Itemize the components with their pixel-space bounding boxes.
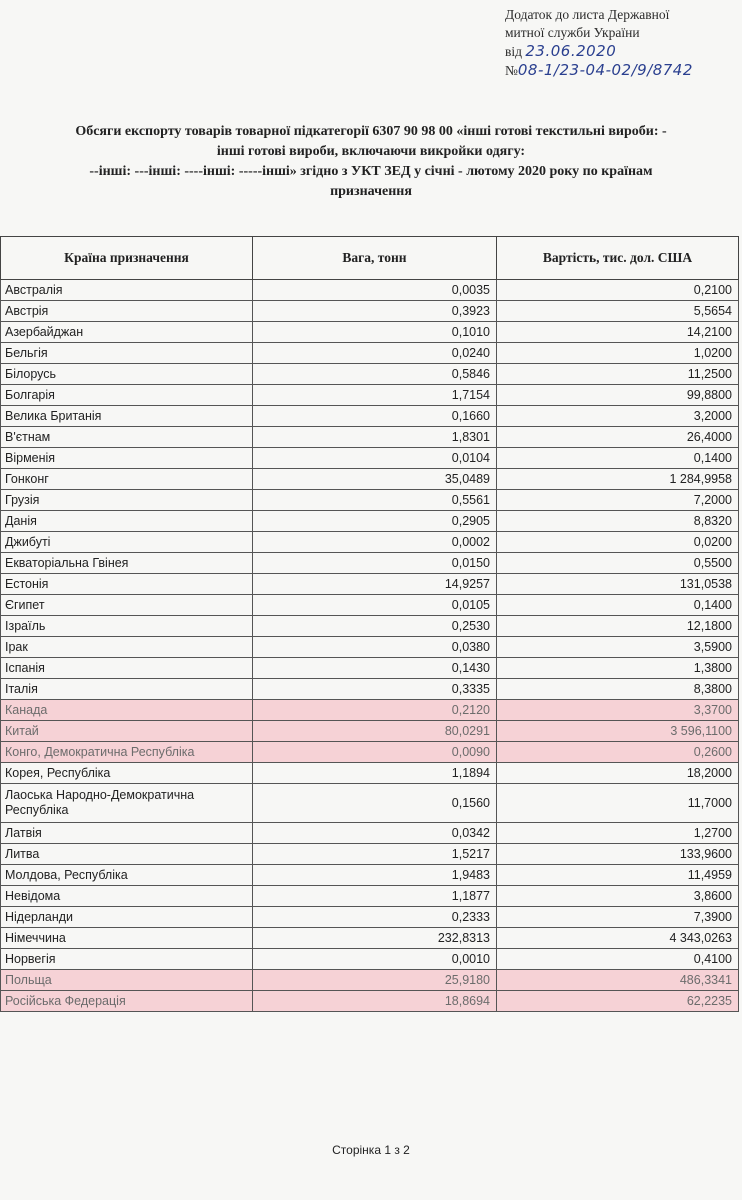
header-weight: Вага, тонн [253, 237, 497, 280]
table-header-row [1, 237, 739, 280]
table-row [1, 490, 739, 511]
stamp-date-prefix: від [505, 44, 522, 59]
table-row [1, 823, 739, 844]
table-row [1, 658, 739, 679]
weight-cell: 35,0489 [253, 469, 497, 490]
table-row [1, 886, 739, 907]
value-cell: 11,4959 [497, 865, 739, 886]
value-cell: 7,2000 [497, 490, 739, 511]
weight-cell: 0,3335 [253, 679, 497, 700]
page-number: Сторінка 1 з 2 [332, 1143, 410, 1157]
value-cell: 3 596,1100 [497, 721, 739, 742]
table-row [1, 907, 739, 928]
value-cell: 5,5654 [497, 301, 739, 322]
country-cell: Грузія [1, 490, 253, 511]
weight-cell: 1,9483 [253, 865, 497, 886]
weight-cell: 0,1010 [253, 322, 497, 343]
table-row [1, 700, 739, 721]
value-cell: 0,2100 [497, 280, 739, 301]
table-row [1, 343, 739, 364]
value-cell: 8,3800 [497, 679, 739, 700]
table-row [1, 991, 739, 1012]
value-cell: 26,4000 [497, 427, 739, 448]
table-row [1, 448, 739, 469]
value-cell: 3,3700 [497, 700, 739, 721]
weight-cell: 0,1430 [253, 658, 497, 679]
stamp-line-1: Додаток до листа Державної [505, 7, 670, 22]
value-cell: 0,1400 [497, 595, 739, 616]
table-row [1, 553, 739, 574]
weight-cell: 0,1560 [253, 784, 497, 823]
country-cell: Білорусь [1, 364, 253, 385]
table-row [1, 865, 739, 886]
value-cell: 1 284,9958 [497, 469, 739, 490]
table-row [1, 679, 739, 700]
country-cell: Вірменія [1, 448, 253, 469]
weight-cell: 0,0150 [253, 553, 497, 574]
weight-cell: 0,0010 [253, 949, 497, 970]
country-cell: Латвія [1, 823, 253, 844]
table-row [1, 595, 739, 616]
country-cell: Екваторіальна Гвінея [1, 553, 253, 574]
country-cell: Данія [1, 511, 253, 532]
country-cell: Австрія [1, 301, 253, 322]
value-cell: 62,2235 [497, 991, 739, 1012]
country-cell: В'єтнам [1, 427, 253, 448]
country-cell: Польща [1, 970, 253, 991]
weight-cell: 1,7154 [253, 385, 497, 406]
weight-cell: 1,5217 [253, 844, 497, 865]
weight-cell: 0,0240 [253, 343, 497, 364]
country-cell: Китай [1, 721, 253, 742]
title-line-3: --інші: ---інші: ----інші: -----інші» згідно з УКТ ЗЕД у січні - лютому 2020 року по країнам [89, 164, 653, 179]
weight-cell: 0,0002 [253, 532, 497, 553]
value-cell: 0,0200 [497, 532, 739, 553]
table-row [1, 385, 739, 406]
value-cell: 8,8320 [497, 511, 739, 532]
country-cell: Болгарія [1, 385, 253, 406]
country-cell: Нідерланди [1, 907, 253, 928]
stamp-date-line [505, 42, 740, 61]
value-cell: 133,9600 [497, 844, 739, 865]
table-row [1, 301, 739, 322]
value-cell: 18,2000 [497, 763, 739, 784]
weight-cell: 0,0380 [253, 637, 497, 658]
cover-letter-stamp [505, 6, 740, 80]
title-line-4: призначення [330, 184, 412, 199]
table-row [1, 637, 739, 658]
weight-cell: 18,8694 [253, 991, 497, 1012]
value-cell: 0,5500 [497, 553, 739, 574]
weight-cell: 0,2530 [253, 616, 497, 637]
table-row [1, 322, 739, 343]
weight-cell: 0,0104 [253, 448, 497, 469]
header-country: Країна призначення [1, 237, 253, 280]
stamp-number-line [505, 61, 740, 80]
weight-cell: 80,0291 [253, 721, 497, 742]
weight-cell: 0,3923 [253, 301, 497, 322]
value-cell: 11,7000 [497, 784, 739, 823]
country-cell: Невідома [1, 886, 253, 907]
weight-cell: 0,2333 [253, 907, 497, 928]
table-row [1, 427, 739, 448]
value-cell: 7,3900 [497, 907, 739, 928]
country-cell: Лаоська Народно-Демократична Республіка [1, 784, 253, 823]
table-row [1, 574, 739, 595]
weight-cell: 0,0090 [253, 742, 497, 763]
weight-cell: 0,5846 [253, 364, 497, 385]
country-cell: Німеччина [1, 928, 253, 949]
stamp-line-2: митної служби України [505, 25, 640, 40]
table-row [1, 763, 739, 784]
weight-cell: 232,8313 [253, 928, 497, 949]
value-cell: 1,2700 [497, 823, 739, 844]
title-line-1: Обсяги експорту товарів товарної підкатегорії 6307 90 98 00 «інші готові текстильні вироби: - [75, 124, 667, 139]
value-cell: 0,4100 [497, 949, 739, 970]
value-cell: 131,0538 [497, 574, 739, 595]
value-cell: 99,8800 [497, 385, 739, 406]
country-cell: Австралія [1, 280, 253, 301]
document-title [0, 122, 742, 202]
weight-cell: 0,2905 [253, 511, 497, 532]
weight-cell: 0,0105 [253, 595, 497, 616]
weight-cell: 1,8301 [253, 427, 497, 448]
country-cell: Естонія [1, 574, 253, 595]
country-cell: Російська Федерація [1, 991, 253, 1012]
table-row [1, 532, 739, 553]
table-row [1, 784, 739, 823]
weight-cell: 14,9257 [253, 574, 497, 595]
country-cell: Джибуті [1, 532, 253, 553]
country-cell: Норвегія [1, 949, 253, 970]
country-cell: Молдова, Республіка [1, 865, 253, 886]
weight-cell: 1,1877 [253, 886, 497, 907]
table-row [1, 844, 739, 865]
country-cell: Єгипет [1, 595, 253, 616]
country-cell: Італія [1, 679, 253, 700]
table-row [1, 616, 739, 637]
country-cell: Канада [1, 700, 253, 721]
weight-cell: 25,9180 [253, 970, 497, 991]
table-row [1, 280, 739, 301]
country-cell: Велика Британія [1, 406, 253, 427]
weight-cell: 0,1660 [253, 406, 497, 427]
table-row [1, 742, 739, 763]
table-row [1, 721, 739, 742]
table-row [1, 469, 739, 490]
country-cell: Ізраїль [1, 616, 253, 637]
value-cell: 3,5900 [497, 637, 739, 658]
country-cell: Литва [1, 844, 253, 865]
stamp-date: 23.06.2020 [525, 42, 617, 60]
value-cell: 14,2100 [497, 322, 739, 343]
value-cell: 12,1800 [497, 616, 739, 637]
country-cell: Іспанія [1, 658, 253, 679]
table-row [1, 949, 739, 970]
country-cell: Конго, Демократична Республіка [1, 742, 253, 763]
value-cell: 0,1400 [497, 448, 739, 469]
country-cell: Азербайджан [1, 322, 253, 343]
value-cell: 11,2500 [497, 364, 739, 385]
weight-cell: 1,1894 [253, 763, 497, 784]
value-cell: 0,2600 [497, 742, 739, 763]
country-cell: Ірак [1, 637, 253, 658]
table-row [1, 511, 739, 532]
header-value: Вартість, тис. дол. США [497, 237, 739, 280]
weight-cell: 0,2120 [253, 700, 497, 721]
value-cell: 3,8600 [497, 886, 739, 907]
stamp-number-prefix: № [505, 63, 518, 78]
title-line-2: інші готові вироби, включаючи викройки одягу: [216, 144, 526, 159]
country-cell: Гонконг [1, 469, 253, 490]
table-row [1, 364, 739, 385]
weight-cell: 0,0035 [253, 280, 497, 301]
weight-cell: 0,5561 [253, 490, 497, 511]
value-cell: 4 343,0263 [497, 928, 739, 949]
table-row [1, 406, 739, 427]
country-cell: Бельгія [1, 343, 253, 364]
weight-cell: 0,0342 [253, 823, 497, 844]
stamp-number: 08-1/23-04-02/9/8742 [517, 61, 693, 79]
country-cell: Корея, Республіка [1, 763, 253, 784]
value-cell: 1,3800 [497, 658, 739, 679]
table-row [1, 928, 739, 949]
value-cell: 486,3341 [497, 970, 739, 991]
export-table [0, 236, 739, 1012]
value-cell: 1,0200 [497, 343, 739, 364]
table-row [1, 970, 739, 991]
value-cell: 3,2000 [497, 406, 739, 427]
